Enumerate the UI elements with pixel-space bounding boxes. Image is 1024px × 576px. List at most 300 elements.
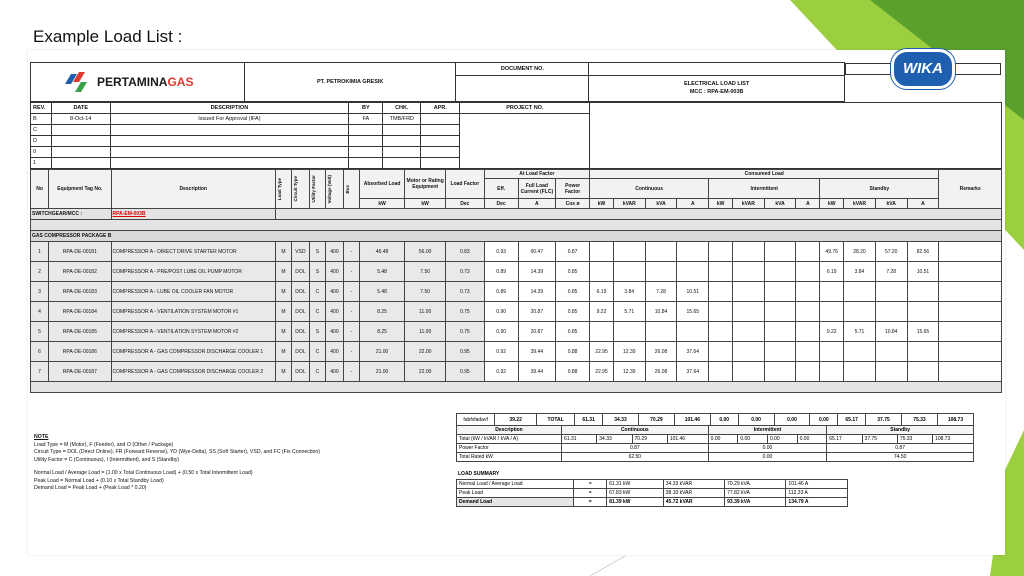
row-remarks [939, 302, 1002, 322]
row-voltage: 400 [325, 262, 343, 282]
row-cont-kva: 26.08 [645, 362, 677, 382]
row-load-factor: 0.73 [446, 282, 485, 302]
row-stby-kva: 57.20 [875, 242, 907, 262]
row-pf: 0.87 [556, 242, 590, 262]
row-remarks [939, 342, 1002, 362]
row-int-a [796, 362, 820, 382]
row-stby-a [907, 282, 939, 302]
row-int-kw [709, 362, 733, 382]
row-circuit-type: DOL [291, 342, 309, 362]
total-flc: 39.22 [495, 414, 537, 426]
total-left: fabfvfadavf [457, 414, 495, 426]
project-no-value [590, 103, 1002, 169]
row-tag: RPA-DE-00183 [49, 282, 111, 302]
row-utility-factor: C [310, 342, 326, 362]
load-table [30, 169, 1002, 393]
ls-eq: = [574, 480, 607, 489]
summary-val: 65.17 [827, 435, 862, 444]
utility-summary [456, 425, 974, 462]
row-no: 7 [31, 362, 49, 382]
note-line: Circuit Type = DOL (Direct Online), FR (Forward Reverse), YD (Wye-Delta), SS (Soft Starter), VSD, and FC (Fix Connection) [34, 449, 320, 455]
row-int-kw [709, 242, 733, 262]
row-description: COMPRESSOR A - VENTILATION SYSTEM MOTOR #2 [111, 322, 275, 342]
row-cont-kw [590, 242, 614, 262]
total-cont-kw: 61.31 [575, 414, 603, 426]
row-load-type: M [275, 342, 291, 362]
formula-line: Normal Load / Average Load = (1.00 x Total Continuous Load) + (0.50 x Total Intermittent Load) [34, 470, 253, 476]
unit-cell: Dec [446, 199, 485, 209]
row-circuit-type: DOL [291, 282, 309, 302]
row-flc: 20.87 [518, 322, 555, 342]
row-remarks [939, 262, 1002, 282]
row-cont-kw [590, 322, 614, 342]
summary-label: Power Factor [457, 444, 562, 453]
row-absorbed: 5.48 [359, 282, 404, 302]
row-description: COMPRESSOR A - PRE/POST LUBE OIL PUMP MOTOR [111, 262, 275, 282]
row-flc: 39.44 [518, 342, 555, 362]
unit-cell: kW [590, 199, 614, 209]
row-flc: 14.39 [518, 282, 555, 302]
summary-val: 0.87 [562, 444, 709, 453]
total-stby-kva: 75.33 [902, 414, 938, 426]
ls-kw: 81.39 kW [607, 498, 664, 507]
row-tag: RPA-DE-00187 [49, 362, 111, 382]
row-description: COMPRESSOR A - GAS COMPRESSOR DISCHARGE COOLER 2 [111, 362, 275, 382]
row-int-kvar [732, 322, 764, 342]
summary-val: 0.00 [708, 444, 827, 453]
col-flc: Full Load Current (FLC) [518, 179, 555, 199]
total-int-kva: 0.00 [774, 414, 810, 426]
apr-col-header: APR. [421, 103, 460, 114]
row-cont-kvar: 5.71 [613, 302, 645, 322]
chk-col-header: CHK. [383, 103, 421, 114]
group-intermittent: Intermittent [709, 179, 820, 199]
row-cont-a [677, 262, 709, 282]
project-blank [460, 114, 590, 169]
row-rating: 22.00 [405, 342, 446, 362]
row-load-factor: 0.75 [446, 322, 485, 342]
row-pf: 0.85 [556, 302, 590, 322]
document-header [30, 62, 1002, 102]
unit-cell: kVA [645, 199, 677, 209]
revision-table [30, 102, 1002, 169]
row-circuit-type: DOL [291, 362, 309, 382]
summary-val: 34.33 [597, 435, 632, 444]
ls-kvar: 34.33 kVAR [663, 480, 724, 489]
load-row [31, 242, 1002, 262]
unit-cell: A [677, 199, 709, 209]
summary-val: 0.00 [767, 435, 797, 444]
switchgear-fill [275, 209, 1001, 220]
row-absorbed: 46.48 [359, 242, 404, 262]
summary-val: 0.00 [708, 435, 738, 444]
row-stby-kva: 7.28 [875, 262, 907, 282]
row-rating: 7.50 [405, 282, 446, 302]
row-cont-kw: 6.19 [590, 282, 614, 302]
row-no: 3 [31, 282, 49, 302]
summary-header: Description [457, 426, 562, 435]
col-remarks: Remarks [939, 170, 1002, 209]
ls-kvar: 45.72 kVAR [663, 498, 724, 507]
row-circuit-type: DOL [291, 302, 309, 322]
row-stby-kw: 6.19 [820, 262, 844, 282]
unit-cell: Cos ø [556, 199, 590, 209]
ls-label: Peak Load [457, 489, 574, 498]
row-int-kvar [732, 262, 764, 282]
summary-val: 62.50 [562, 453, 709, 462]
row-bus: - [344, 242, 360, 262]
row-int-a [796, 302, 820, 322]
row-description: COMPRESSOR A - VENTILATION SYSTEM MOTOR #1 [111, 302, 275, 322]
slide-title: Example Load List : [33, 27, 183, 46]
ls-kvar: 38.10 kVAR [663, 489, 724, 498]
ls-kw: 61.31 kW [607, 480, 664, 489]
row-eff: 0.92 [484, 362, 518, 382]
row-pf: 0.85 [556, 282, 590, 302]
row-int-kva [764, 282, 796, 302]
row-load-type: M [275, 322, 291, 342]
summary-val: 61.31 [562, 435, 597, 444]
row-stby-kva [875, 362, 907, 382]
col-voltage: Voltage (Volt) [326, 174, 332, 204]
section-title: GAS COMPRESSOR PACKAGE B [31, 231, 1002, 242]
row-int-a [796, 242, 820, 262]
switchgear-value: RPA-EM-003B [112, 211, 146, 217]
formula-line: Demand Load = Peak Load + (Peak Load * 0.20) [34, 485, 147, 491]
row-cont-kvar [613, 242, 645, 262]
row-int-kva [764, 262, 796, 282]
ls-eq: = [574, 489, 607, 498]
group-standby: Standby [820, 179, 939, 199]
row-stby-a [907, 302, 939, 322]
total-stby-a: 108.73 [937, 414, 973, 426]
unit-cell: kW [359, 199, 404, 209]
ls-a: 101.46 A [786, 480, 848, 489]
row-cont-kva [645, 322, 677, 342]
row-int-kva [764, 362, 796, 382]
rev-cell: C [31, 125, 52, 136]
row-int-kvar [732, 342, 764, 362]
row-cont-kw: 22.95 [590, 362, 614, 382]
ls-label: Normal Load / Average Load [457, 480, 574, 489]
row-voltage: 400 [325, 302, 343, 322]
load-summary-row [457, 498, 848, 507]
row-remarks [939, 242, 1002, 262]
row-stby-kw: 9.22 [820, 322, 844, 342]
ls-kw: 67.83 kW [607, 489, 664, 498]
row-pf: 0.88 [556, 362, 590, 382]
by-col-header: BY [349, 103, 383, 114]
rev-date: 8-Oct-14 [51, 114, 110, 125]
row-flc: 20.87 [518, 302, 555, 322]
row-load-type: M [275, 282, 291, 302]
rev-cell: D [31, 136, 52, 147]
row-cont-a: 37.64 [677, 362, 709, 382]
row-eff: 0.89 [484, 262, 518, 282]
col-no: No [31, 170, 49, 209]
row-remarks [939, 282, 1002, 302]
row-bus: - [344, 362, 360, 382]
row-rating: 56.00 [405, 242, 446, 262]
summary-val: 101.46 [667, 435, 708, 444]
row-bus: - [344, 282, 360, 302]
row-eff: 0.92 [484, 342, 518, 362]
unit-cell: A [796, 199, 820, 209]
col-power-factor: Power Factor [556, 179, 590, 199]
col-description: Description [111, 170, 275, 209]
row-load-factor: 0.95 [446, 342, 485, 362]
row-rating: 11.00 [405, 322, 446, 342]
row-int-kw [709, 282, 733, 302]
summary-val: 108.73 [933, 435, 974, 444]
row-utility-factor: S [310, 322, 326, 342]
row-stby-kvar [844, 342, 876, 362]
load-summary-row [457, 489, 848, 498]
rev-by: FA [349, 114, 383, 125]
rev-cell: 0 [31, 147, 52, 158]
summary-val: 70.29 [632, 435, 667, 444]
notes [34, 434, 464, 493]
row-cont-kw [590, 262, 614, 282]
row-cont-kva: 7.28 [645, 282, 677, 302]
row-int-kvar [732, 362, 764, 382]
unit-cell: kVAR [613, 199, 645, 209]
row-load-type: M [275, 302, 291, 322]
row-eff: 0.89 [484, 282, 518, 302]
date-col-header: DATE [51, 103, 110, 114]
col-tag: Equipment Tag No. [49, 170, 111, 209]
group-continuous: Continuous [590, 179, 709, 199]
load-list-sheet [28, 50, 1005, 555]
project-no-label: PROJECT NO. [460, 103, 590, 114]
summary-val: 75.33 [897, 435, 932, 444]
col-utility-factor: Utility Factor [311, 175, 316, 203]
row-stby-kva [875, 282, 907, 302]
row-int-kva [764, 342, 796, 362]
row-circuit-type: VSD [291, 242, 309, 262]
unit-cell: A [518, 199, 555, 209]
row-flc: 14.39 [518, 262, 555, 282]
rev-col-header: REV. [31, 103, 52, 114]
row-stby-a: 15.65 [907, 322, 939, 342]
row-absorbed: 21.00 [359, 362, 404, 382]
row-stby-a [907, 342, 939, 362]
unit-cell: kW [709, 199, 733, 209]
row-bus: - [344, 322, 360, 342]
summary-val: 0.87 [827, 444, 974, 453]
row-remarks [939, 362, 1002, 382]
summary-row [457, 435, 974, 444]
row-stby-a [907, 362, 939, 382]
load-row [31, 362, 1002, 382]
row-absorbed: 21.00 [359, 342, 404, 362]
summary-row [457, 453, 974, 462]
switchgear-label: SWITCHGEAR/MCC : [31, 209, 112, 220]
row-no: 1 [31, 242, 49, 262]
client-logo [31, 63, 245, 102]
summary-header: Standby [827, 426, 974, 435]
load-rows [31, 242, 1002, 382]
formula-line: Peak Load = Normal Load + (0.10 x Total Standby Load) [34, 477, 164, 484]
total-cont-a: 101.46 [674, 414, 710, 426]
col-circuit-type: Circuit Type [292, 176, 298, 202]
document-title-line2: MCC : RPA-EM-003B [689, 89, 744, 96]
wika-logo-icon: WIKA [891, 49, 955, 89]
row-stby-kvar: 3.84 [844, 262, 876, 282]
row-cont-kva [645, 262, 677, 282]
row-int-kva [764, 322, 796, 342]
summary-val: 0.00 [738, 435, 768, 444]
row-tag: RPA-DE-00186 [49, 342, 111, 362]
row-int-kva [764, 242, 796, 262]
row-cont-kva: 10.84 [645, 302, 677, 322]
summary-val: 0.00 [797, 435, 827, 444]
row-remarks [939, 322, 1002, 342]
contractor-logo [845, 60, 1001, 77]
note-line: Utility Factor = C (Continuous), I (Intermittent), and S (Standby) [34, 456, 180, 463]
summary-val: 37.75 [862, 435, 897, 444]
row-int-a [796, 322, 820, 342]
client-name: PERTAMINA [97, 75, 168, 89]
row-cont-kvar: 12.39 [613, 362, 645, 382]
pertamina-logo-icon [63, 70, 93, 94]
unit-cell: kW [405, 199, 446, 209]
group-at-load-factor: At Load Factor [484, 170, 589, 179]
row-absorbed: 5.48 [359, 262, 404, 282]
row-stby-kw: 49.76 [820, 242, 844, 262]
ls-a: 112.33 A [786, 489, 848, 498]
row-no: 4 [31, 302, 49, 322]
rev-apr [421, 114, 460, 125]
row-stby-kvar [844, 282, 876, 302]
rev-cell: B [31, 114, 52, 125]
description-col-header: DESCRIPTION [110, 103, 349, 114]
row-load-factor: 0.75 [446, 302, 485, 322]
spacer-row [31, 220, 1002, 231]
row-bus: - [344, 262, 360, 282]
ls-kva: 93.39 kVA [725, 498, 786, 507]
document-no-label: DOCUMENT NO. [456, 63, 589, 76]
row-load-factor: 0.83 [446, 242, 485, 262]
note-line: Load Type = M (Motor), F (Feeder), and O (Other / Package) [34, 441, 174, 448]
total-int-kw: 0.00 [710, 414, 738, 426]
unit-cell: kVA [875, 199, 907, 209]
rev-cell: 1 [31, 158, 52, 169]
row-circuit-type: DOL [291, 262, 309, 282]
row-bus: - [344, 302, 360, 322]
load-row [31, 302, 1002, 322]
client-name-suffix: GAS [167, 75, 194, 89]
load-list-frame [30, 60, 1002, 505]
row-no: 6 [31, 342, 49, 362]
row-stby-kw [820, 342, 844, 362]
row-rating: 22.00 [405, 362, 446, 382]
row-voltage: 400 [325, 322, 343, 342]
total-cont-kva: 70.29 [638, 414, 674, 426]
col-absorbed-load: Absorbed Load [359, 170, 404, 199]
row-stby-kvar [844, 302, 876, 322]
row-pf: 0.88 [556, 342, 590, 362]
document-no-value [589, 63, 845, 76]
total-int-a: 0.00 [810, 414, 838, 426]
row-rating: 11.00 [405, 302, 446, 322]
load-row [31, 342, 1002, 362]
row-pf: 0.85 [556, 262, 590, 282]
row-utility-factor: C [310, 302, 326, 322]
row-absorbed: 8.25 [359, 302, 404, 322]
summary-row [457, 444, 974, 453]
row-description: COMPRESSOR A - LUBE OIL COOLER FAN MOTOR [111, 282, 275, 302]
row-load-type: M [275, 242, 291, 262]
ls-label: Demand Load [457, 498, 574, 507]
col-bus: Bus [345, 184, 351, 194]
unit-cell: A [907, 199, 939, 209]
total-label: TOTAL [536, 414, 574, 426]
row-stby-kw [820, 282, 844, 302]
summary-label: Total Rated kW [457, 453, 562, 462]
row-load-type: M [275, 362, 291, 382]
summary-header: Continuous [562, 426, 709, 435]
row-tag: RPA-DE-00185 [49, 322, 111, 342]
load-summary-row [457, 480, 848, 489]
row-no: 5 [31, 322, 49, 342]
row-tag: RPA-DE-00184 [49, 302, 111, 322]
row-utility-factor: S [310, 242, 326, 262]
row-stby-kw [820, 302, 844, 322]
row-stby-kva [875, 302, 907, 322]
unit-cell: kVA [764, 199, 796, 209]
unit-cell: kVAR [844, 199, 876, 209]
ls-kva: 70.29 kVA [725, 480, 786, 489]
row-load-factor: 0.73 [446, 262, 485, 282]
rev-description: Issued For Approval (IFA) [110, 114, 349, 125]
row-stby-kvar [844, 362, 876, 382]
row-bus: - [344, 342, 360, 362]
row-eff: 0.93 [484, 242, 518, 262]
row-cont-a: 15.65 [677, 302, 709, 322]
row-utility-factor: C [310, 282, 326, 302]
row-cont-kvar: 12.39 [613, 342, 645, 362]
unit-cell: kVAR [732, 199, 764, 209]
ls-eq: = [574, 498, 607, 507]
total-stby-kvar: 37.75 [866, 414, 902, 426]
load-summary-title: LOAD SUMMARY [458, 471, 500, 477]
row-stby-kvar: 5.71 [844, 322, 876, 342]
spacer-row-bottom [31, 382, 1002, 393]
row-cont-a: 37.64 [677, 342, 709, 362]
row-cont-kva [645, 242, 677, 262]
row-int-kvar [732, 302, 764, 322]
row-int-kw [709, 322, 733, 342]
load-row [31, 262, 1002, 282]
row-stby-a: 10.51 [907, 262, 939, 282]
col-eff: Eff. [484, 179, 518, 199]
group-consumed-load: Consumed Load [590, 170, 939, 179]
row-absorbed: 8.25 [359, 322, 404, 342]
notes-title: NOTE [34, 434, 49, 440]
total-int-kvar: 0.00 [738, 414, 774, 426]
load-row [31, 282, 1002, 302]
row-int-kw [709, 262, 733, 282]
row-voltage: 400 [325, 242, 343, 262]
row-no: 2 [31, 262, 49, 282]
row-stby-kvar: 28.20 [844, 242, 876, 262]
row-flc: 90.47 [518, 242, 555, 262]
row-load-type: M [275, 262, 291, 282]
row-cont-kw: 22.95 [590, 342, 614, 362]
row-cont-kvar [613, 322, 645, 342]
load-row [31, 322, 1002, 342]
